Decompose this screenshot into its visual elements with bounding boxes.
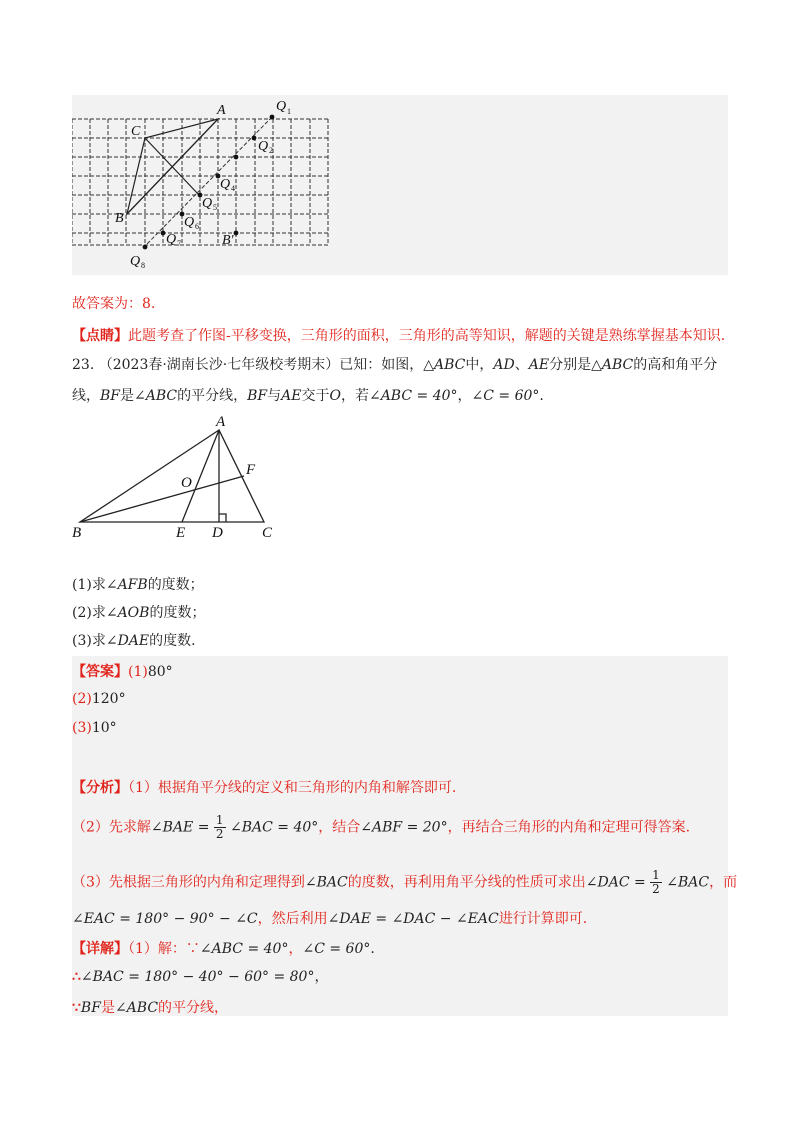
figure1-grid-diagram: [72, 95, 362, 275]
fig1-label-Q7: Q: [166, 232, 177, 247]
answer-2: (2)120°: [72, 691, 126, 707]
fig1-label-C: C: [131, 124, 141, 139]
previous-answer: 故答案为：8.: [72, 296, 156, 312]
fig1-label-Q4: Q: [220, 177, 231, 192]
answer-3: (3)10°: [72, 720, 117, 736]
fig1-label-Q6: Q: [184, 215, 195, 230]
fig2-label-D: D: [212, 525, 223, 541]
fig1-sub-6: 6: [195, 222, 199, 231]
fig1-label-Q5: Q: [202, 196, 213, 211]
question-23-line2: 线，BF是∠ABC的平分线，BF与AE交于O，若∠ABC = 40°，∠C = 60°.: [72, 388, 544, 404]
fig1-label-Q8: Q: [130, 254, 141, 269]
fig2-label-B: B: [72, 525, 82, 541]
answer-1: 【答案】(1)80°: [72, 664, 173, 680]
fig1-sub-1: 1: [287, 107, 291, 116]
fig1-sub-8: 8: [141, 261, 145, 270]
fig2-label-C: C: [262, 525, 273, 541]
fig2-label-E: E: [176, 525, 186, 541]
fig1-label-Q1: Q: [276, 99, 287, 114]
fig1-label-Bprime: B′: [222, 233, 234, 248]
fig1-label-B: B: [115, 211, 124, 226]
fig2-label-O: O: [181, 475, 192, 491]
analysis-line1: 【分析】（1）根据角平分线的定义和三角形的内角和解答即可.: [72, 780, 457, 796]
detail-line3: ∵BF是∠ABC的平分线，: [72, 1000, 229, 1016]
fig1-sub-2: 2: [269, 146, 273, 155]
analysis-line3: （3）先根据三角形的内角和定理得到∠BAC的度数，再利用角平分线的性质可求出∠DAC = $\frac{1}{2}$ ∠BAC，而: [72, 868, 738, 896]
comment-line: 【点睛】此题考查了作图-平移变换，三角形的面积，三角形的高等知识，解题的关键是熟练掌握基本知识.: [72, 328, 726, 344]
part-2: (2)求∠AOB的度数；: [72, 605, 206, 621]
fig1-sub-4: 4: [231, 184, 235, 193]
detail-line1: 【详解】（1）解：∵∠ABC = 40°，∠C = 60°.: [72, 941, 375, 957]
fig1-label-Q2: Q: [258, 139, 269, 154]
fig2-label-F: F: [246, 462, 256, 478]
figure2-triangle-diagram: [68, 410, 288, 545]
detail-line2: ∴∠BAC = 180° − 40° − 60° = 80°，: [72, 969, 329, 985]
fig2-label-A: A: [216, 414, 226, 430]
analysis-line2: （2）先求解∠BAE = $\frac{1}{2}$ ∠BAC = 40°，结合∠ABF = 20°，再结合三角形的内角和定理可得答案.: [72, 813, 691, 841]
fig1-label-A: A: [217, 103, 226, 118]
fig1-sub-5: 5: [213, 203, 217, 212]
question-23-line1: 23. （2023春·湖南长沙·七年级校考期末）已知：如图，△ABC中，AD、AE分别是△ABC的高和角平分: [72, 357, 718, 373]
fig1-sub-7: 7: [177, 239, 181, 248]
analysis-line4: ∠EAC = 180° − 90° − ∠C，然后利用∠DAE = ∠DAC − ∠EAC进行计算即可.: [72, 911, 588, 927]
part-3: (3)求∠DAE的度数.: [72, 633, 196, 649]
part-1: (1)求∠AFB的度数；: [72, 577, 204, 593]
